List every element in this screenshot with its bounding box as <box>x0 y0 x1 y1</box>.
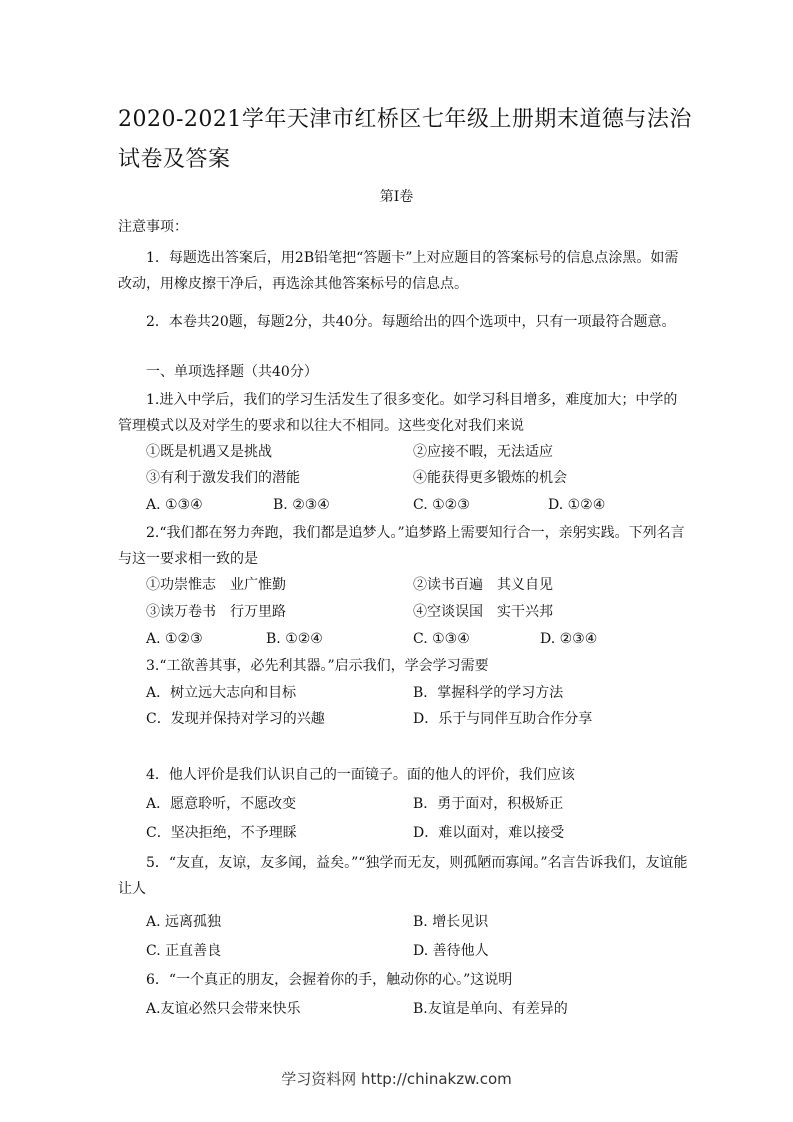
question-3-option: D．乐于与同伴互助合作分享 <box>413 711 593 727</box>
question-2-stem: 2.“我们都在努力奔跑，我们都是追梦人。”追梦路上需要知行合一，亲躬实践。下列名言与这一要求相一致的是 <box>118 525 685 567</box>
question-1-option: D. ①②④ <box>548 497 606 513</box>
question-2-option: D. ②③④ <box>540 631 598 647</box>
question-3-option: A．树立远大志向和目标 <box>146 685 297 701</box>
question-6-option: A.友谊必然只会带来快乐 <box>146 1001 301 1017</box>
section-label: 第Ⅰ卷 <box>379 189 414 205</box>
question-2-statement: ①功崇惟志 业广惟勤 <box>146 577 286 593</box>
question-4-option: A．愿意聆听，不愿改变 <box>146 796 297 812</box>
part-heading: 一、单项选择题（共40分） <box>146 364 318 380</box>
notice-item-1: 1．每题选出答案后，用2B铅笔把“答题卡”上对应题目的答案标号的信息点涂黑。如需改动，用橡皮擦干净后，再选涂其他答案标号的信息点。 <box>118 250 679 292</box>
question-2-statement: ②读书百遍 其义自见 <box>413 577 553 593</box>
question-5-stem: 5．“友直，友谅，友多闻，益矣。”“独学而无友，则孤陋而寡闻。”名言告诉我们，友谊能让人 <box>118 855 688 897</box>
question-5-option: C. 正直善良 <box>146 943 222 959</box>
question-2-statement: ③读万卷书 行万里路 <box>146 604 286 620</box>
question-1-statement: ③有利于激发我们的潜能 <box>146 470 300 486</box>
question-1-statement: ①既是机遇又是挑战 <box>146 444 272 460</box>
notice-item-2: 2．本卷共20题，每题2分，共40分。每题给出的四个选项中，只有一项最符合题意。 <box>146 314 676 330</box>
notice-heading: 注意事项： <box>118 219 188 235</box>
question-4-option: D．难以面对，难以接受 <box>413 825 565 841</box>
question-6-option: B.友谊是单向、有差异的 <box>413 1001 568 1017</box>
question-5-option: D. 善待他人 <box>413 943 489 959</box>
question-5-option: B. 增长见识 <box>413 914 489 930</box>
question-2-option: C. ①③④ <box>413 631 470 647</box>
question-2-option: A. ①②③ <box>146 631 203 647</box>
question-1-statement: ②应接不暇，无法适应 <box>413 444 553 460</box>
question-1-option: A. ①③④ <box>146 497 203 513</box>
question-3-option: C．发现并保持对学习的兴趣 <box>146 711 325 727</box>
question-4-option: C．坚决拒绝，不予理睬 <box>146 825 297 841</box>
question-6-stem: 6．“一个真正的朋友，会握着你的手，触动你的心。”这说明 <box>146 972 513 988</box>
question-2-option: B. ①②④ <box>266 631 323 647</box>
question-1-stem: 1.进入中学后，我们的学习生活发生了很多变化。如学习科目增多，难度加大；中学的管理模式以及对学生的要求和以往大不相同。这些变化对我们来说 <box>118 392 678 434</box>
question-3-option: B．掌握科学的学习方法 <box>413 685 564 701</box>
question-5-option: A. 远离孤独 <box>146 914 222 930</box>
question-1-option: B. ②③④ <box>273 497 330 513</box>
page-title: 2020-2021学年天津市红桥区七年级上册期末道德与法治试卷及答案 <box>118 107 692 172</box>
question-4-option: B．勇于面对，积极矫正 <box>413 796 564 812</box>
question-4-stem: 4．他人评价是我们认识自己的一面镜子。面的他人的评价，我们应该 <box>146 767 575 783</box>
question-1-option: C. ①②③ <box>413 497 470 513</box>
question-1-statement: ④能获得更多锻炼的机会 <box>413 470 567 486</box>
footer-watermark: 学习资料网 http://chinakzw.com <box>281 1070 512 1088</box>
question-2-statement: ④空谈误国 实干兴邦 <box>413 604 553 620</box>
question-3-stem: 3.“工欲善其事，必先利其器。”启示我们，学会学习需要 <box>146 658 489 674</box>
